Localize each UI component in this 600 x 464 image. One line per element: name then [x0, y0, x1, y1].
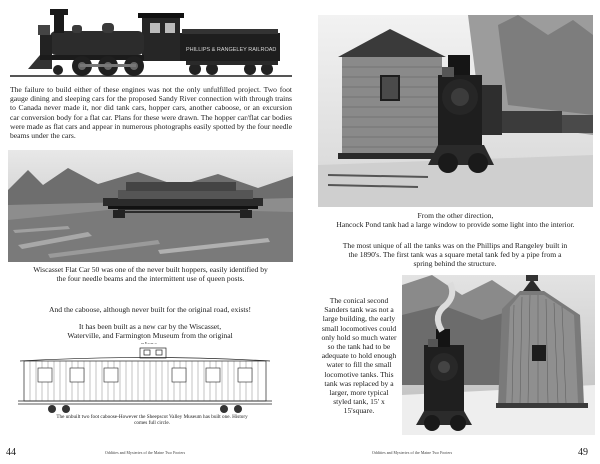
locomotive-illustration: [10, 3, 292, 83]
hancock-pond-photo: [318, 15, 593, 207]
flatcar-photo: [8, 150, 293, 262]
main-paragraph: The failure to build either of these engines was not the only unfulfilled project. Two foot gauge dining and sleeping cars for the proposed Sandy River connection with through trains to Canada never made it, nor did tank cars, hopper cars, another caboose, or an excursion car conversion body for a flat car. Plans for these were drawn. The hopper car/flat car bodies were made as flat cars and appear in numerous photographs easily spotted by the four needle beams under the cars.: [10, 85, 292, 141]
flatcar-illustration: [8, 150, 293, 262]
hancock-caption-1: From the other direction,: [417, 211, 494, 220]
caboose-drawing-caption: The unbuilt two foot caboose-However the Sheepscot Valley Museum has built one. History comes full circle.: [56, 414, 248, 427]
caboose-caption-1: And the caboose, although never built for the original road, exists!: [48, 305, 252, 314]
page-number-right: 49: [578, 447, 588, 458]
footer-left: Oddities and Mysteries of the Maine Two Footers: [105, 451, 186, 455]
footer-right: Oddities and Mysteries of the Maine Two Footers: [372, 451, 453, 455]
locomotive-photo: [10, 3, 292, 83]
caboose-caption-2: It has been built as a new car by the Wiscasset, Waterville, and Farmington Museum from the original: [67, 322, 233, 341]
locomotive-lettering: PHILLIPS & RANGELEY RAILROAD: [186, 47, 277, 53]
flatcar-caption: Wiscasset Flat Car 50 was one of the never built hoppers, easily identified by the four needle beams and the intermittent use of queen posts.: [33, 265, 268, 284]
conical-tank-text: The conical second Sanders tank was not a large building, the early small locomotives could only hold so much water so the tank had to be adequate to hold enough water to fill the small locomotive tanks. This tank was replaced by a larger, more typical styled tank, 15' x 15'square.: [321, 296, 397, 416]
tanks-caption: The most unique of all the tanks was on the Phillips and Rangeley built in the 1890's. The first tank was a square metal tank fed by a pipe from a spring behind the structure.: [342, 241, 568, 269]
hancock-caption-2: Hancock Pond tank had a large window to provide some light into the interior.: [336, 220, 575, 229]
conical-tank-illustration: [402, 275, 595, 435]
page-number-left: 44: [6, 447, 16, 458]
conical-tank-photo: [402, 275, 595, 435]
hancock-tank-illustration: [318, 15, 593, 207]
right-page: [300, 0, 600, 464]
